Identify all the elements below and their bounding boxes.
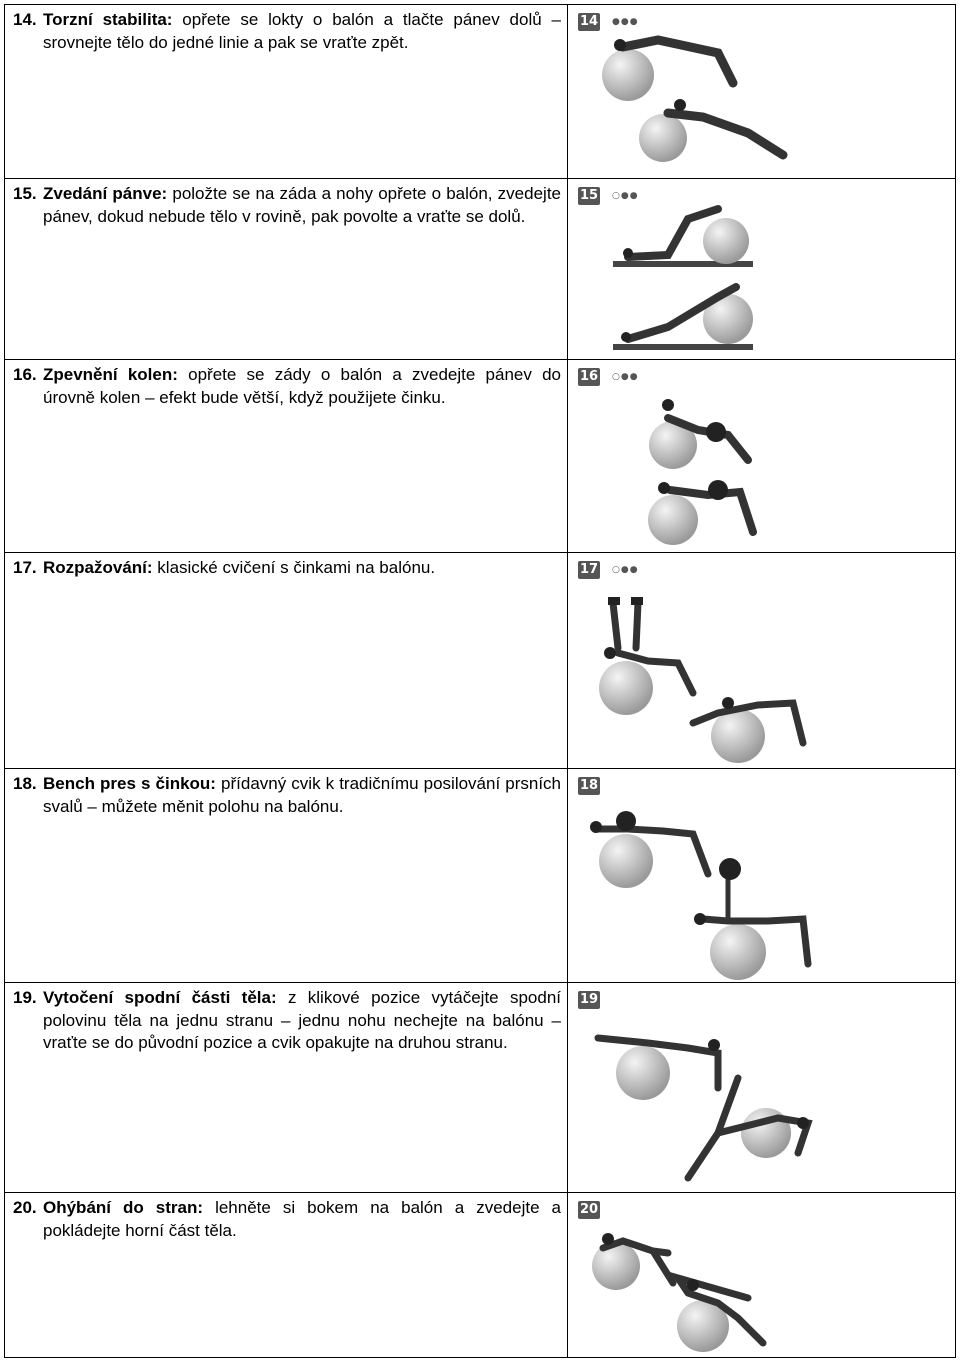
exercise-item [13,183,561,228]
difficulty-dots: ○●● [612,191,639,201]
exercise-text: opřete se lokty o balón a tlačte pánev dolů – srovnejte tělo do jedné linie a pak se vraťte zpět. [43,10,561,52]
table-row [5,5,955,178]
exercise-text: z klikové pozice vytáčejte spodní polovinu těla na jednu stranu – jednu nohu nechejte na balónu – vraťte se do původní pozice a cvik opakujte na druhou stranu. [43,988,561,1053]
exercise-number: 15. [13,184,37,203]
difficulty-dots: ○●● [612,565,639,575]
table-row [5,359,955,552]
exercise-description-cell [5,983,568,1192]
exercise-text: položte se na záda a nohy opřete o balón, zvedejte pánev, dokud nebude tělo v rovině, pak povolte a vraťte se dolů. [43,184,561,226]
ball-dumbbell-fly-figure [568,553,955,769]
exercise-description-cell [5,553,568,768]
exercise-image-cell [568,5,955,178]
ball-bridge-barbell-figure [568,360,955,553]
exercise-item [13,9,561,54]
exercise-item [13,773,561,818]
ball-plank-torso-stability-figure [568,5,955,178]
exercise-text: opřete se zády o balón a zvedejte pánev do úrovně kolen – efekt bude větší, když použijete činku. [43,365,561,407]
difficulty-dots: ○●● [612,372,639,382]
exercise-text: přídavný cvik k tradičnímu posilování prsních svalů – můžete měnit polohu na balónu. [43,774,562,816]
exercise-item [13,364,561,409]
exercise-image-cell [568,769,955,982]
table-row [5,1192,955,1357]
exercise-description-cell [5,360,568,552]
exercise-badge: 17 [579,562,599,577]
exercise-title: Torzní stabilita: [43,10,173,29]
ball-pelvis-lift-figure [568,179,955,360]
difficulty-dots: ●●● [612,17,639,27]
exercise-number: 19. [13,988,37,1007]
exercise-number: 14. [13,10,37,29]
ball-bench-press-figure [568,769,955,983]
exercise-badge: 14 [579,14,599,29]
exercise-description-cell [5,769,568,982]
exercise-title: Zpevnění kolen: [43,365,178,384]
exercise-number: 17. [13,558,37,577]
ball-side-bend-figure [568,1193,955,1358]
exercise-image-cell [568,553,955,768]
exercise-title: Vytočení spodní části těla: [43,988,277,1007]
table-row [5,178,955,359]
table-row [5,768,955,982]
exercise-description-cell [5,1193,568,1357]
exercise-badge: 20 [579,1202,599,1217]
ball-lower-body-twist-figure [568,983,955,1193]
table-row [5,552,955,768]
exercise-image-cell [568,1193,955,1357]
exercise-description-cell [5,5,568,178]
table-row [5,982,955,1192]
exercise-item [13,557,561,580]
exercise-badge: 16 [579,369,599,384]
exercise-badge: 15 [579,188,599,203]
exercise-description-cell [5,179,568,359]
exercise-text: lehněte si bokem na balón a zvedejte a pokládejte horní část těla. [43,1198,561,1240]
exercise-text: klasické cvičení s činkami na balónu. [152,558,436,577]
exercise-badge: 18 [579,778,599,793]
exercise-badge: 19 [579,992,599,1007]
exercise-item [13,1197,561,1242]
exercise-title: Zvedání pánve: [43,184,168,203]
exercise-image-cell [568,360,955,552]
exercise-image-cell [568,983,955,1192]
exercise-number: 18. [13,774,37,793]
exercise-number: 16. [13,365,37,384]
exercise-number: 20. [13,1198,37,1217]
exercise-title: Rozpažování: [43,558,153,577]
exercise-table [4,4,956,1358]
exercise-image-cell [568,179,955,359]
exercise-title: Bench pres s činkou: [43,774,216,793]
exercise-item [13,987,561,1055]
exercise-title: Ohýbání do stran: [43,1198,204,1217]
